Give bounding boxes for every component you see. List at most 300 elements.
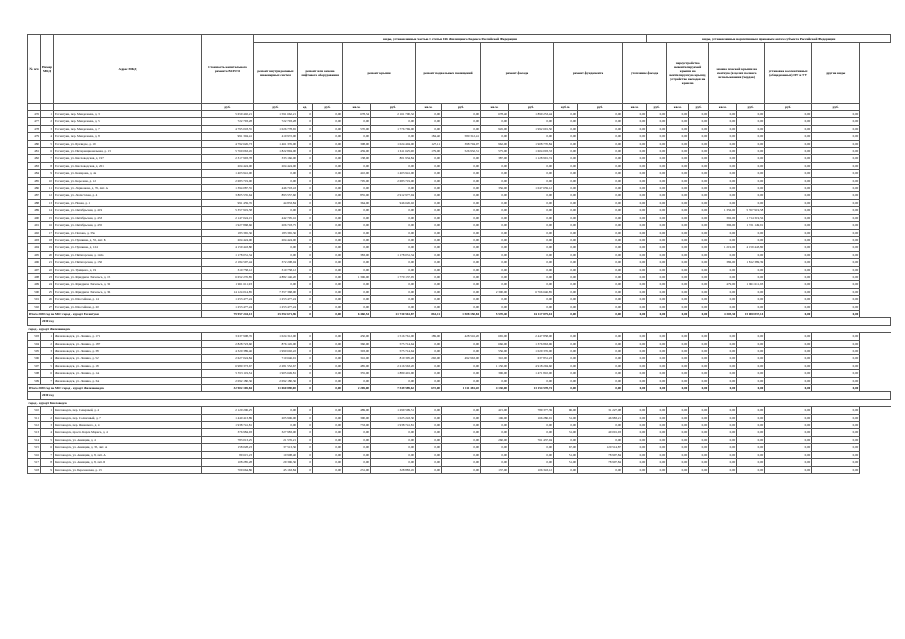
- value-cell: 21 576,21: [254, 436, 298, 443]
- table-row: [28, 429, 891, 436]
- value-cell: 2 092 180,36: [254, 377, 298, 384]
- mkd-number: 22: [41, 266, 54, 273]
- value-cell: 575 714,64: [371, 340, 416, 347]
- value-cell: 0,00: [709, 370, 737, 377]
- value-cell: 0,00: [647, 296, 667, 303]
- value-cell: 0,00: [416, 288, 442, 295]
- value-cell: 0,00: [481, 266, 509, 273]
- value-cell: 0,00: [765, 170, 812, 177]
- mkd-number: 23: [41, 273, 54, 280]
- value-cell: 0,00: [442, 251, 481, 258]
- value-cell: 0: [298, 111, 313, 118]
- value-cell: 0,00: [812, 185, 860, 192]
- value-cell: 0,00: [647, 429, 667, 436]
- value-cell: 0,00: [371, 288, 416, 295]
- address-cell: Ессентуки, пер. Менделеева, д. 8: [54, 133, 202, 140]
- value-cell: 0,00: [578, 377, 623, 384]
- total-value-cell: 21 730 561,87: [371, 310, 416, 317]
- value-cell: 137,00: [481, 466, 509, 473]
- table-row: [28, 140, 891, 147]
- value-cell: 166 286,01: [509, 414, 554, 421]
- value-cell: 0,00: [481, 451, 509, 458]
- value-cell: 0,00: [812, 362, 860, 369]
- value-cell: 0,00: [709, 436, 737, 443]
- value-cell: 0,00: [578, 303, 623, 310]
- row-number: 481: [28, 148, 41, 155]
- value-cell: 0,00: [442, 348, 481, 355]
- value-cell: 0,00: [371, 162, 416, 169]
- value-cell: 396,00: [709, 222, 737, 229]
- value-cell: 0,00: [737, 407, 765, 414]
- value-cell: 0,00: [313, 192, 343, 199]
- value-cell: 0,00: [481, 251, 509, 258]
- value-cell: 0,00: [647, 214, 667, 221]
- value-cell: 0,00: [313, 303, 343, 310]
- value-cell: 0,00: [689, 429, 709, 436]
- value-cell: 0,00: [623, 155, 647, 162]
- value-cell: 0,00: [509, 259, 554, 266]
- table-row: [28, 111, 891, 118]
- value-cell: 0,00: [442, 192, 481, 199]
- value-cell: 2 627 024,84: [202, 355, 254, 362]
- value-cell: 0,00: [416, 251, 442, 258]
- table-row: [28, 207, 891, 214]
- row-number: 514: [28, 436, 41, 443]
- value-cell: 0,00: [554, 244, 578, 251]
- value-cell: 0,00: [371, 296, 416, 303]
- value-cell: 0,00: [709, 429, 737, 436]
- value-cell: 0: [298, 214, 313, 221]
- value-cell: 0: [298, 192, 313, 199]
- value-cell: 0,00: [254, 207, 298, 214]
- value-cell: 0,00: [623, 377, 647, 384]
- value-cell: 0: [298, 170, 313, 177]
- value-cell: 0,00: [343, 214, 371, 221]
- value-cell: 0,00: [623, 244, 647, 251]
- mkd-number: 12: [41, 192, 54, 199]
- value-cell: 0,00: [481, 377, 509, 384]
- value-cell: 0,00: [812, 192, 860, 199]
- value-cell: 0,00: [313, 281, 343, 288]
- value-cell: 0,00: [737, 303, 765, 310]
- value-cell: 0,00: [313, 296, 343, 303]
- value-cell: 0,00: [737, 273, 765, 280]
- value-cell: 0,00: [737, 133, 765, 140]
- value-cell: 0,00: [709, 362, 737, 369]
- value-cell: 0,00: [509, 451, 554, 458]
- value-cell: 0,00: [737, 170, 765, 177]
- mkd-number: 6: [41, 444, 54, 451]
- value-cell: 0,00: [689, 148, 709, 155]
- total-value-cell: 0,00: [578, 310, 623, 317]
- address-cell: Кисловодск, пер. Яновского, д. 4: [54, 422, 202, 429]
- value-cell: 0,00: [709, 111, 737, 118]
- value-cell: 0: [298, 370, 313, 377]
- value-cell: 0,00: [509, 214, 554, 221]
- capital-repair-table: [27, 34, 879, 474]
- value-cell: 0,00: [481, 303, 509, 310]
- address-cell: Ессентуки, ул. Октябрьская, д. 419: [54, 207, 202, 214]
- value-cell: 0,00: [667, 214, 689, 221]
- value-cell: 0,00: [737, 333, 765, 340]
- header-group-federal: виды, установленные частью 1 статьи 166 Жилищного Кодекса Российской Федерации: [254, 35, 647, 43]
- value-cell: 0,00: [578, 111, 623, 118]
- value-cell: 0,00: [371, 259, 416, 266]
- units-cell: кв.м.: [416, 104, 442, 111]
- value-cell: 0,00: [371, 118, 416, 125]
- value-cell: 3 637 908,76: [202, 333, 254, 340]
- total-value-cell: 0,00: [765, 310, 812, 317]
- value-cell: 0,00: [578, 125, 623, 132]
- value-cell: 415,00: [481, 407, 509, 414]
- value-cell: 0,00: [343, 429, 371, 436]
- value-cell: 0,00: [765, 444, 812, 451]
- table-row: [28, 244, 891, 251]
- value-cell: 0,00: [737, 340, 765, 347]
- value-cell: 356,00: [481, 185, 509, 192]
- value-cell: 0,00: [812, 303, 860, 310]
- total-value-cell: 11 060 890,00: [254, 385, 298, 392]
- value-cell: 0: [298, 459, 313, 466]
- value-cell: 0,00: [578, 340, 623, 347]
- value-cell: 0,00: [765, 177, 812, 184]
- value-cell: 479,00: [709, 281, 737, 288]
- value-cell: 0,00: [416, 222, 442, 229]
- value-cell: 819 395,20: [371, 355, 416, 362]
- value-cell: 0,00: [812, 377, 860, 384]
- table-row: [28, 340, 891, 347]
- value-cell: 0,00: [709, 414, 737, 421]
- value-cell: 0,00: [343, 207, 371, 214]
- value-cell: 0,00: [442, 414, 481, 421]
- value-cell: 106,00: [481, 414, 509, 421]
- value-cell: 0,00: [554, 170, 578, 177]
- value-cell: 0,00: [737, 444, 765, 451]
- value-cell: 575,00: [481, 148, 509, 155]
- value-cell: 0,00: [667, 259, 689, 266]
- value-cell: 0: [298, 229, 313, 236]
- value-cell: 0,00: [812, 296, 860, 303]
- value-cell: 0,00: [667, 466, 689, 473]
- value-cell: 446 718,43: [254, 185, 298, 192]
- value-cell: 0,00: [313, 370, 343, 377]
- value-cell: 310 758,12: [202, 266, 254, 273]
- units-cell: руб.: [254, 104, 298, 111]
- value-cell: 0,00: [509, 244, 554, 251]
- header-work-type: переустройство невентилируемой крыши на вентилируемую крышу, устройство выходов на кровлю: [667, 43, 709, 104]
- value-cell: 0,00: [623, 192, 647, 199]
- address-cell: Железноводск, ул. Ленина, д. 52: [54, 355, 202, 362]
- value-cell: 0,00: [416, 118, 442, 125]
- value-cell: 2 447 858,00: [509, 333, 554, 340]
- value-cell: 0,00: [578, 214, 623, 221]
- value-cell: 0,00: [709, 355, 737, 362]
- value-cell: 204 424,00: [254, 162, 298, 169]
- value-cell: 0,00: [623, 236, 647, 243]
- value-cell: 0,00: [509, 444, 554, 451]
- value-cell: 0,00: [371, 222, 416, 229]
- value-cell: 0: [298, 125, 313, 132]
- header-work-type: ремонт внутридомовых инженерных систем: [254, 43, 298, 104]
- value-cell: 0: [298, 340, 313, 347]
- value-cell: 0,00: [578, 118, 623, 125]
- value-cell: 0: [298, 414, 313, 421]
- value-cell: 1 927 868,66: [202, 222, 254, 229]
- address-cell: Кисловодск, пер. Северный, д. 4: [54, 407, 202, 414]
- value-cell: 6 980 373,67: [202, 362, 254, 369]
- value-cell: 1 776 769,00: [371, 125, 416, 132]
- value-cell: 0,00: [442, 162, 481, 169]
- value-cell: 0,00: [812, 140, 860, 147]
- value-cell: 0,00: [667, 407, 689, 414]
- value-cell: 0,00: [442, 429, 481, 436]
- address-cell: Ессентуки, ул. Урицкого, д. 19: [54, 266, 202, 273]
- value-cell: 0,00: [623, 125, 647, 132]
- address-cell: Ессентуки, ул. Пушкина, д. 55, лит. Б: [54, 236, 202, 243]
- value-cell: 0,00: [254, 177, 298, 184]
- mkd-number: 2: [41, 340, 54, 347]
- value-cell: 0,00: [647, 229, 667, 236]
- value-cell: 0,00: [509, 207, 554, 214]
- value-cell: 0,00: [647, 288, 667, 295]
- value-cell: 0,00: [343, 236, 371, 243]
- value-cell: 0,00: [416, 199, 442, 206]
- total-value-cell: 0,00: [578, 385, 623, 392]
- units-cell: кв.м.: [343, 104, 371, 111]
- value-cell: 0,00: [481, 429, 509, 436]
- value-cell: 0,00: [667, 111, 689, 118]
- value-cell: 0,00: [667, 148, 689, 155]
- value-cell: 991 304,41: [202, 133, 254, 140]
- table-row: [28, 273, 891, 280]
- value-cell: 0,00: [554, 177, 578, 184]
- address-cell: Ессентуки, ул. Фридриха Энгельса, д. 15: [54, 273, 202, 280]
- value-cell: 0: [298, 133, 313, 140]
- value-cell: 0,00: [442, 214, 481, 221]
- value-cell: 0,00: [313, 259, 343, 266]
- value-cell: 2 281 552,67: [254, 362, 298, 369]
- value-cell: 0,00: [416, 377, 442, 384]
- value-cell: 0,00: [737, 429, 765, 436]
- value-cell: 0,00: [481, 199, 509, 206]
- address-cell: Ессентуки, ул. Фридриха Энгельса, д. 36: [54, 288, 202, 295]
- value-cell: 0,00: [578, 199, 623, 206]
- value-cell: 0,00: [812, 111, 860, 118]
- value-cell: 386,00: [709, 259, 737, 266]
- value-cell: 0,00: [416, 414, 442, 421]
- value-cell: 0: [298, 251, 313, 258]
- value-cell: 0: [298, 333, 313, 340]
- value-cell: 0,00: [623, 111, 647, 118]
- table-row: [28, 170, 891, 177]
- value-cell: 78 907,84: [578, 459, 623, 466]
- value-cell: 0,00: [578, 207, 623, 214]
- value-cell: 0,00: [812, 414, 860, 421]
- value-cell: 0,00: [442, 177, 481, 184]
- value-cell: 0: [298, 407, 313, 414]
- value-cell: 0,00: [647, 362, 667, 369]
- value-cell: 49 001,93: [578, 429, 623, 436]
- value-cell: 0,00: [737, 177, 765, 184]
- table-row: [28, 466, 891, 473]
- address-cell: Ессентуки, ул. Октябрьская, д. 435: [54, 222, 202, 229]
- row-number: 479: [28, 133, 41, 140]
- value-cell: 0,00: [667, 155, 689, 162]
- value-cell: 6 652 276,85: [202, 273, 254, 280]
- value-cell: 492 963,00: [442, 355, 481, 362]
- table-row: [28, 177, 891, 184]
- value-cell: 0,00: [623, 422, 647, 429]
- value-cell: 0,00: [442, 259, 481, 266]
- value-cell: 0,00: [554, 192, 578, 199]
- value-cell: 333 166,00: [254, 155, 298, 162]
- value-cell: 0,00: [737, 288, 765, 295]
- value-cell: 0: [298, 296, 313, 303]
- value-cell: 0: [298, 422, 313, 429]
- value-cell: 0,00: [647, 177, 667, 184]
- table-row: [28, 162, 891, 169]
- value-cell: 1 899 253,44: [509, 111, 554, 118]
- value-cell: 0,00: [481, 162, 509, 169]
- units-cell: куб.м.: [554, 104, 578, 111]
- value-cell: 410 972,00: [254, 133, 298, 140]
- value-cell: 0,00: [812, 118, 860, 125]
- value-cell: 0,00: [812, 148, 860, 155]
- value-cell: 0: [298, 288, 313, 295]
- row-number: 492: [28, 229, 41, 236]
- value-cell: 0,00: [554, 370, 578, 377]
- value-cell: 398 704,07: [442, 140, 481, 147]
- value-cell: 0,00: [313, 162, 343, 169]
- mkd-number: 13: [41, 199, 54, 206]
- value-cell: 1 611 625,00: [371, 148, 416, 155]
- value-cell: 0,00: [689, 303, 709, 310]
- value-cell: 722 793,28: [254, 118, 298, 125]
- value-cell: 0,00: [554, 362, 578, 369]
- total-value-cell: 0,00: [554, 385, 578, 392]
- value-cell: 78 907,84: [578, 451, 623, 458]
- value-cell: 0,00: [647, 236, 667, 243]
- value-cell: 0,00: [667, 192, 689, 199]
- value-cell: 1 178 031,34: [202, 251, 254, 258]
- row-number: 480: [28, 140, 41, 147]
- value-cell: 0,00: [416, 296, 442, 303]
- value-cell: 0,00: [416, 407, 442, 414]
- value-cell: 0,00: [647, 244, 667, 251]
- value-cell: 0,00: [709, 348, 737, 355]
- value-cell: 0,00: [371, 436, 416, 443]
- value-cell: 0,00: [371, 133, 416, 140]
- value-cell: 0,00: [737, 459, 765, 466]
- value-cell: 0,00: [343, 377, 371, 384]
- value-cell: 0,00: [765, 236, 812, 243]
- row-number: 489: [28, 207, 41, 214]
- value-cell: 0,00: [667, 170, 689, 177]
- address-cell: Кисловодск, пер. Солнечный, д. 7: [54, 414, 202, 421]
- value-cell: 31,00: [554, 414, 578, 421]
- value-cell: 0,00: [481, 133, 509, 140]
- value-cell: 0,00: [343, 281, 371, 288]
- value-cell: 0,00: [709, 422, 737, 429]
- value-cell: 945,00: [481, 125, 509, 132]
- year-label: 2030 год: [41, 392, 891, 399]
- value-cell: 6 766 646,85: [509, 288, 554, 295]
- value-cell: 0,00: [812, 207, 860, 214]
- table-body: [28, 111, 891, 474]
- value-cell: 0,00: [667, 251, 689, 258]
- table-row: [28, 377, 891, 384]
- address-cell: Ессентуки, ул. Кисловодская, д. 201: [54, 162, 202, 169]
- value-cell: 0,00: [667, 118, 689, 125]
- value-cell: 1 961 611,93: [202, 281, 254, 288]
- table-row: [28, 133, 891, 140]
- value-cell: 0,00: [623, 288, 647, 295]
- mkd-number: 20: [41, 251, 54, 258]
- table-row: [28, 444, 891, 451]
- value-cell: 0,00: [578, 155, 623, 162]
- value-cell: 0,00: [647, 451, 667, 458]
- value-cell: 410,00: [343, 170, 371, 177]
- value-cell: 0,00: [554, 125, 578, 132]
- value-cell: 0,00: [481, 244, 509, 251]
- value-cell: 0,00: [481, 222, 509, 229]
- value-cell: 0,00: [442, 236, 481, 243]
- mkd-number: 18: [41, 236, 54, 243]
- address-cell: Ессентуки, ул. Шоссейная, д. 14: [54, 296, 202, 303]
- value-cell: 0,00: [578, 192, 623, 199]
- value-cell: 51,00: [554, 451, 578, 458]
- value-cell: 0,00: [481, 192, 509, 199]
- value-cell: 0,00: [554, 340, 578, 347]
- value-cell: 1 219,00: [709, 244, 737, 251]
- value-cell: 392,00: [709, 214, 737, 221]
- value-cell: 183 365,36: [202, 229, 254, 236]
- value-cell: 0,00: [343, 266, 371, 273]
- value-cell: 0,00: [647, 133, 667, 140]
- value-cell: 0,00: [812, 133, 860, 140]
- total-value-cell: 0,00: [765, 385, 812, 392]
- value-cell: 0,00: [509, 199, 554, 206]
- value-cell: 0,00: [416, 362, 442, 369]
- total-value-cell: 15 000 837,14: [737, 310, 765, 317]
- value-cell: 0,00: [709, 199, 737, 206]
- row-number: 517: [28, 459, 41, 466]
- value-cell: 1 024 404,00: [371, 140, 416, 147]
- value-cell: 292,00: [416, 355, 442, 362]
- value-cell: 0,00: [737, 185, 765, 192]
- value-cell: 0,00: [578, 140, 623, 147]
- value-cell: 0,00: [737, 236, 765, 243]
- value-cell: 0,00: [343, 459, 371, 466]
- value-cell: 0,00: [667, 348, 689, 355]
- value-cell: 0,00: [442, 125, 481, 132]
- value-cell: 0,00: [812, 244, 860, 251]
- value-cell: 0,00: [554, 296, 578, 303]
- value-cell: 0,00: [313, 229, 343, 236]
- value-cell: 184,40: [416, 133, 442, 140]
- value-cell: 1 812 389,39: [737, 259, 765, 266]
- value-cell: 0,00: [509, 459, 554, 466]
- value-cell: 0,00: [416, 162, 442, 169]
- value-cell: 4 159 443,80: [202, 244, 254, 251]
- value-cell: 0,00: [313, 266, 343, 273]
- value-cell: 0,00: [313, 251, 343, 258]
- total-value-cell: 0,00: [667, 385, 689, 392]
- total-value-cell: 16 117 875,44: [509, 310, 554, 317]
- address-cell: Железноводск, ул. Ленина, д. 187: [54, 340, 202, 347]
- row-number: 510: [28, 407, 41, 414]
- total-value-cell: 4 130,00: [481, 385, 509, 392]
